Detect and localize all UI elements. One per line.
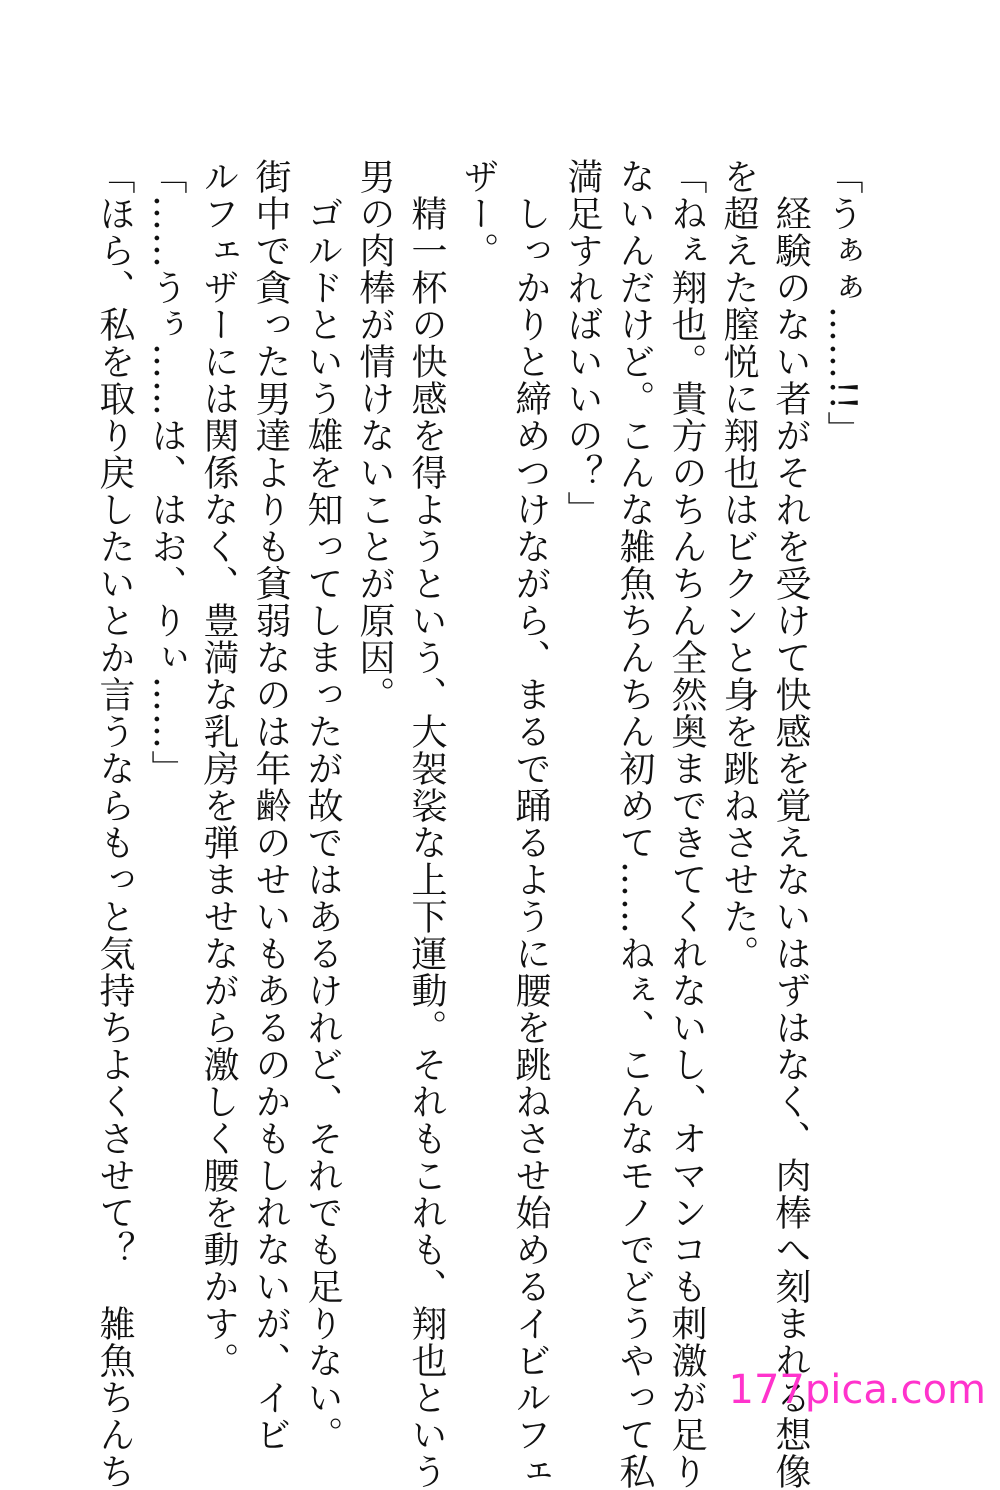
text-line: ゴルドという雄を知ってしまったが故ではあるけれど、それでも足りない。	[302, 158, 343, 1453]
text-line: しっかりと締めつけながら、まるで踊るように腰を跳ねさせ始めるイビルフェ	[510, 158, 551, 1490]
text-line: 街中で貪った男達よりも貧弱なのは年齢のせいもあるのかもしれないが、イビ	[250, 158, 291, 1453]
text-line: 「……うぅ……は、はお、りぃ……」	[146, 158, 187, 787]
text-line: 「ほら、私を取り戻したいとか言うならもっと気持ちよくさせて？ 雑魚ちんち	[94, 158, 135, 1490]
text-line: 男の肉棒が情けないことが原因。	[354, 158, 395, 713]
watermark-text: 177pica.com	[728, 1367, 986, 1413]
text-line: ザー。	[458, 158, 499, 269]
text-line: ないんだけど。こんな雑魚ちんちん初めて……ねぇ、こんなモノでどうやって私	[614, 158, 655, 1490]
text-line: 精一杯の快感を得ようという、大袈裟な上下運動。それもこれも、翔也という	[406, 158, 447, 1490]
text-line: 経験のない者がそれを受けて快感を覚えないはずはなく、肉棒へ刻まれる想像	[770, 158, 811, 1490]
text-line: 満足すればいいの？」	[562, 158, 603, 528]
text-line: ルフェザーには関係なく、豊満な乳房を弾ませながら激しく腰を動かす。	[198, 158, 239, 1379]
text-line: を超えた膣悦に翔也はビクンと身を跳ねさせた。	[718, 158, 759, 972]
text-line: 「ねぇ翔也。貴方のちんちん全然奥まできてくれないし、オマンコも刺激が足り	[666, 158, 707, 1490]
text-line: 「うぁぁ……!!」	[822, 158, 863, 448]
